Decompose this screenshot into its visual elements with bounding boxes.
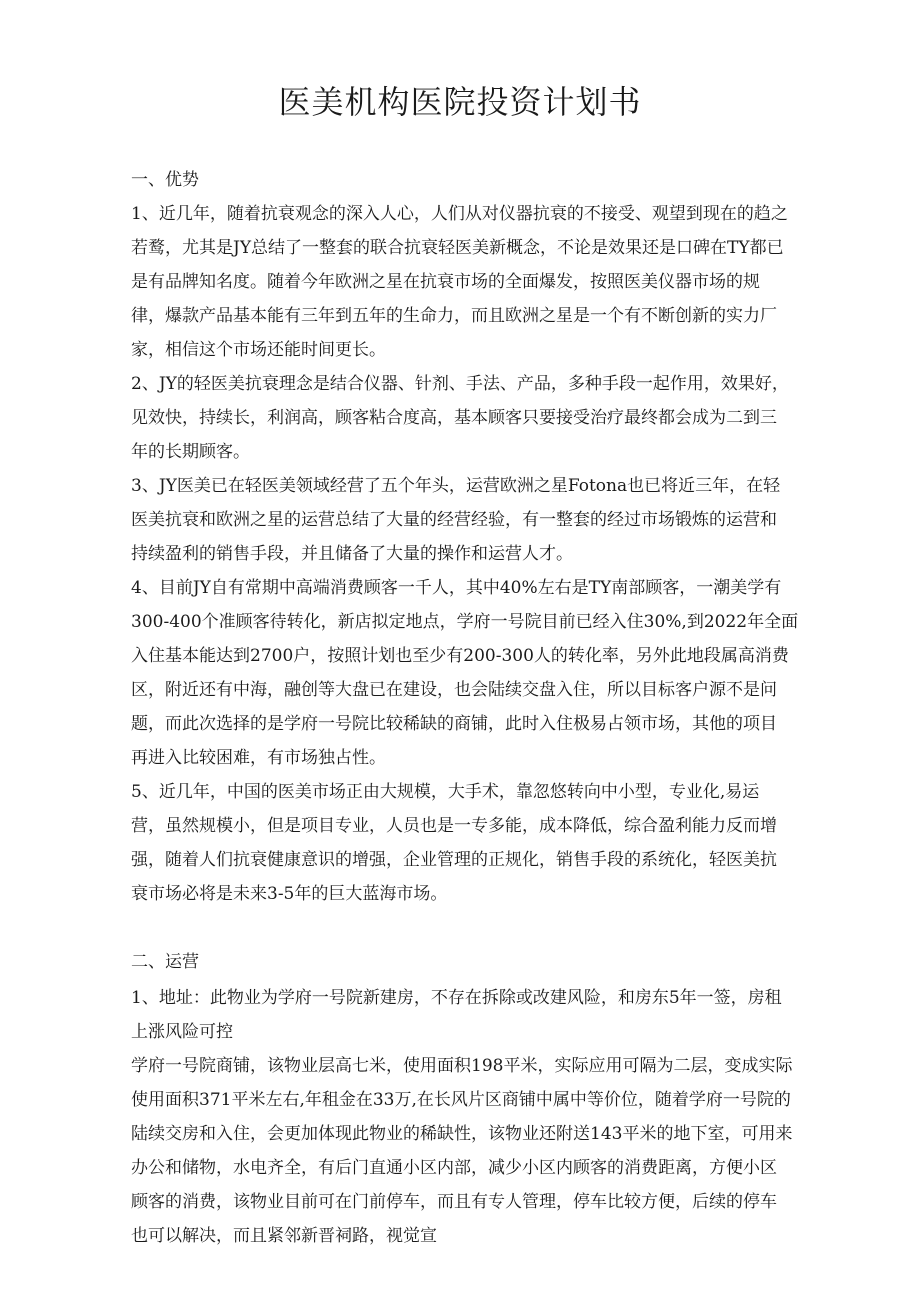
paragraph-line: 题，而此次选择的是学府一号院比较稀缺的商铺，此时入住极易占领市场，其他的项目 (131, 714, 777, 734)
paragraph-line: 顾客的消费，该物业目前可在门前停车，而且有专人管理，停车比较方便，后续的停车 (131, 1192, 777, 1212)
paragraph-line: 也可以解决，而且紧邻新晋祠路，视觉宣 (131, 1226, 437, 1246)
paragraph-line: 衰市场必将是未来3-5年的巨大蓝海市场。 (131, 884, 448, 904)
paragraph-line: 上涨风险可控 (131, 1022, 233, 1042)
paragraph-line: 5、近几年，中国的医美市场正由大规模，大手术，靠忽悠转向中小型，专业化,易运 (131, 782, 760, 802)
paragraph-line: 学府一号院商铺，该物业层高七米，使用面积198平米，实际应用可隔为二层，变成实际 (131, 1056, 793, 1076)
section-heading-advantages: 一、优势 (131, 170, 199, 190)
paragraph-line: 年的长期顾客。 (131, 442, 250, 462)
page-title: 医美机构医院投资计划书 (278, 83, 642, 121)
paragraph-line: 办公和储物，水电齐全，有后门直通小区内部，减少小区内顾客的消费距离，方便小区 (131, 1158, 777, 1178)
paragraph-line: 1、地址：此物业为学府一号院新建房，不存在拆除或改建风险，和房东5年一签，房租 (131, 988, 782, 1008)
paragraph-line: 2、JY的轻医美抗衰理念是结合仪器、针剂、手法、产品，多种手段一起作用，效果好， (131, 374, 789, 394)
paragraph-line: 再进入比较困难，有市场独占性。 (131, 748, 386, 768)
paragraph-line: 3、JY医美已在轻医美领域经营了五个年头，运营欧洲之星Fotona也已将近三年，在轻 (131, 476, 781, 496)
paragraph-line: 持续盈利的销售手段，并且储备了大量的操作和运营人才。 (131, 544, 573, 564)
paragraph-line: 陆续交房和入住，会更加体现此物业的稀缺性，该物业还附送143平米的地下室，可用来 (131, 1124, 793, 1144)
paragraph-line: 营，虽然规模小，但是项目专业，人员也是一专多能，成本降低，综合盈利能力反而增 (131, 816, 777, 836)
paragraph-line: 300-400个准顾客待转化，新店拟定地点，学府一号院目前已经入住30%,到2022年全面 (131, 612, 799, 632)
paragraph-line: 1、近几年，随着抗衰观念的深入人心，人们从对仪器抗衰的不接受、观望到现在的趋之 (131, 204, 788, 224)
paragraph-line: 若鹜，尤其是JY总结了一整套的联合抗衰轻医美新概念，不论是效果还是口碑在TY都已 (131, 238, 784, 258)
paragraph-line: 强，随着人们抗衰健康意识的增强，企业管理的正规化，销售手段的系统化，轻医美抗 (131, 850, 777, 870)
paragraph-line: 4、目前JY自有常期中高端消费顾客一千人，其中40%左右是TY南部顾客，一潮美学有 (131, 578, 782, 598)
paragraph-line: 使用面积371平米左右,年租金在33万,在长风片区商铺中属中等价位，随着学府一号院的 (131, 1090, 791, 1110)
paragraph-line: 见效快，持续长，利润高，顾客粘合度高，基本顾客只要接受治疗最终都会成为二到三 (131, 408, 777, 428)
paragraph-line: 家，相信这个市场还能时间更长。 (131, 340, 386, 360)
paragraph-line: 是有品牌知名度。随着今年欧洲之星在抗衰市场的全面爆发，按照医美仪器市场的规 (131, 272, 760, 292)
paragraph-line: 区，附近还有中海，融创等大盘已在建设，也会陆续交盘入住，所以目标客户源不是问 (131, 680, 777, 700)
section-heading-operations: 二、运营 (131, 952, 199, 972)
paragraph-line: 入住基本能达到2700户，按照计划也至少有200-300人的转化率，另外此地段属高消费 (131, 646, 789, 666)
paragraph-line: 律，爆款产品基本能有三年到五年的生命力，而且欧洲之星是一个有不断创新的实力厂 (131, 306, 777, 326)
paragraph-line: 医美抗衰和欧洲之星的运营总结了大量的经营经验，有一整套的经过市场锻炼的运营和 (131, 510, 777, 530)
